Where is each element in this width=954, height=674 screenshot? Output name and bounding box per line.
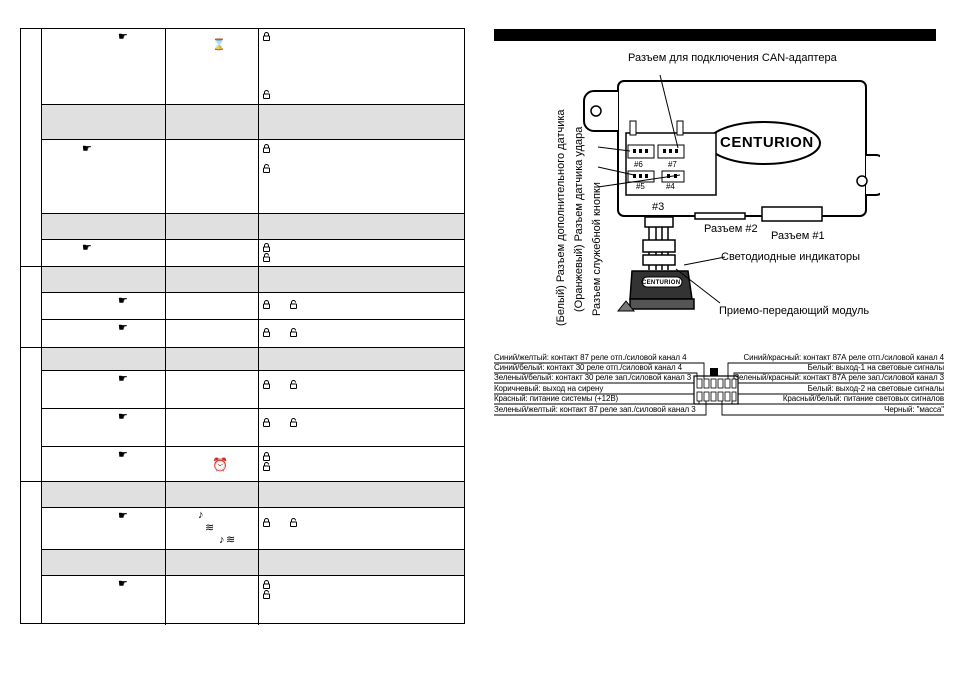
connector-label: Разъем #1	[771, 230, 825, 242]
port-label: #5	[636, 182, 645, 191]
port-label: #6	[634, 160, 643, 169]
table-row	[42, 266, 464, 293]
can-adapter-label: Разъем для подключения CAN-адаптера	[628, 52, 837, 64]
padlock-open-icon	[263, 164, 270, 173]
section-column	[21, 29, 42, 623]
padlock-open-icon	[263, 590, 270, 599]
padlock-icon	[263, 144, 270, 153]
wire-label: Красный/белый: питание световых сигналов	[782, 394, 944, 403]
table-row	[42, 239, 464, 267]
padlock-open-icon	[290, 418, 297, 427]
transceiver-label: Приемо-передающий модуль	[719, 305, 870, 317]
wire-label: Синий/желтый: контакт 87 реле отп./силовой канал 4	[494, 353, 687, 362]
pointing-hand-icon: ☛	[118, 411, 128, 423]
table-row	[42, 28, 464, 104]
padlock-open-icon	[290, 518, 297, 527]
pointing-hand-icon: ☛	[82, 143, 92, 155]
table-row	[42, 370, 464, 409]
padlock-icon	[263, 32, 270, 41]
wire-label: Белый: выход-1 на световые сигналы	[807, 363, 944, 372]
leds-label: Светодиодные индикаторы	[721, 251, 860, 263]
padlock-icon	[263, 380, 270, 389]
section-divider	[21, 266, 41, 267]
padlock-open-icon	[263, 253, 270, 262]
wire-label: Зеленый/желтый: контакт 87 реле зап./силовой канал 3	[494, 405, 696, 414]
table-row	[42, 446, 464, 482]
hourglass-icon: ⌛	[212, 39, 226, 51]
wire-label: Зеленый/белый: контакт 30 реле зап./силовой канал 3	[494, 373, 692, 382]
port-label: #7	[668, 160, 677, 169]
pointing-hand-icon: ☛	[82, 242, 92, 254]
table-row	[42, 507, 464, 550]
alarm-clock-icon: ⏰	[212, 457, 229, 472]
wire-label: Коричневый: выход на сирену	[494, 384, 604, 393]
wire-label: Красный: питание системы (+12В)	[494, 394, 619, 403]
table-row	[42, 104, 464, 140]
pointing-hand-icon: ☛	[118, 295, 128, 307]
pointing-hand-icon: ☛	[118, 578, 128, 590]
module-brand: CENTURION	[642, 280, 681, 286]
wire-label: Синий/белый: контакт 30 реле отп./силовой канал 4	[494, 363, 683, 372]
pointing-hand-icon: ☛	[118, 373, 128, 385]
table-row	[42, 575, 464, 625]
pointing-hand-icon: ☛	[118, 31, 128, 43]
note-icon: ♪	[198, 509, 204, 521]
pointing-hand-icon: ☛	[118, 449, 128, 461]
table-row	[42, 139, 464, 214]
padlock-icon	[263, 328, 270, 337]
padlock-icon	[263, 518, 270, 527]
wave-icon: ≋	[226, 534, 236, 546]
wire-label: Синий/красный: контакт 87А реле отп./силовой канал 4	[743, 353, 944, 362]
table-row	[42, 319, 464, 348]
connector-label: Разъем #2	[704, 223, 758, 235]
table-row	[42, 549, 464, 576]
service-button-label: Разъем служебной кнопки	[591, 182, 603, 316]
padlock-icon	[263, 580, 270, 589]
padlock-open-icon	[290, 380, 297, 389]
table-row	[42, 347, 464, 371]
port-label: #3	[652, 201, 665, 213]
padlock-icon	[263, 300, 270, 309]
wave-icon: ≋	[205, 522, 215, 534]
padlock-open-icon	[290, 300, 297, 309]
section-divider	[21, 347, 41, 348]
padlock-icon	[263, 243, 270, 252]
section-header-bar	[494, 29, 936, 41]
note-icon: ♪	[219, 534, 225, 546]
section-divider	[21, 481, 41, 482]
port-label: #4	[666, 182, 675, 191]
table-row	[42, 292, 464, 320]
padlock-open-icon	[290, 328, 297, 337]
padlock-icon	[263, 418, 270, 427]
wire-label: Белый: выход-2 на световые сигналы	[807, 384, 944, 393]
wire-label: Зеленый/красный: контакт 87А реле зап./силовой канал 3	[734, 373, 944, 382]
sensor-connector-label: (Белый) Разъем дополнительного датчика	[555, 109, 567, 326]
wiring-labels	[494, 352, 944, 430]
wire-label: Черный: "масса"	[884, 405, 944, 414]
feature-table	[20, 28, 465, 624]
table-row	[42, 408, 464, 447]
table-row	[42, 481, 464, 508]
padlock-open-icon	[263, 90, 270, 99]
padlock-open-icon	[263, 462, 270, 471]
brand-logo: CENTURION	[720, 134, 814, 151]
shock-sensor-label: (Оранжевый) Разъем датчика удара	[573, 126, 585, 312]
table-row	[42, 213, 464, 240]
pointing-hand-icon: ☛	[118, 510, 128, 522]
padlock-icon	[263, 452, 270, 461]
pointing-hand-icon: ☛	[118, 322, 128, 334]
